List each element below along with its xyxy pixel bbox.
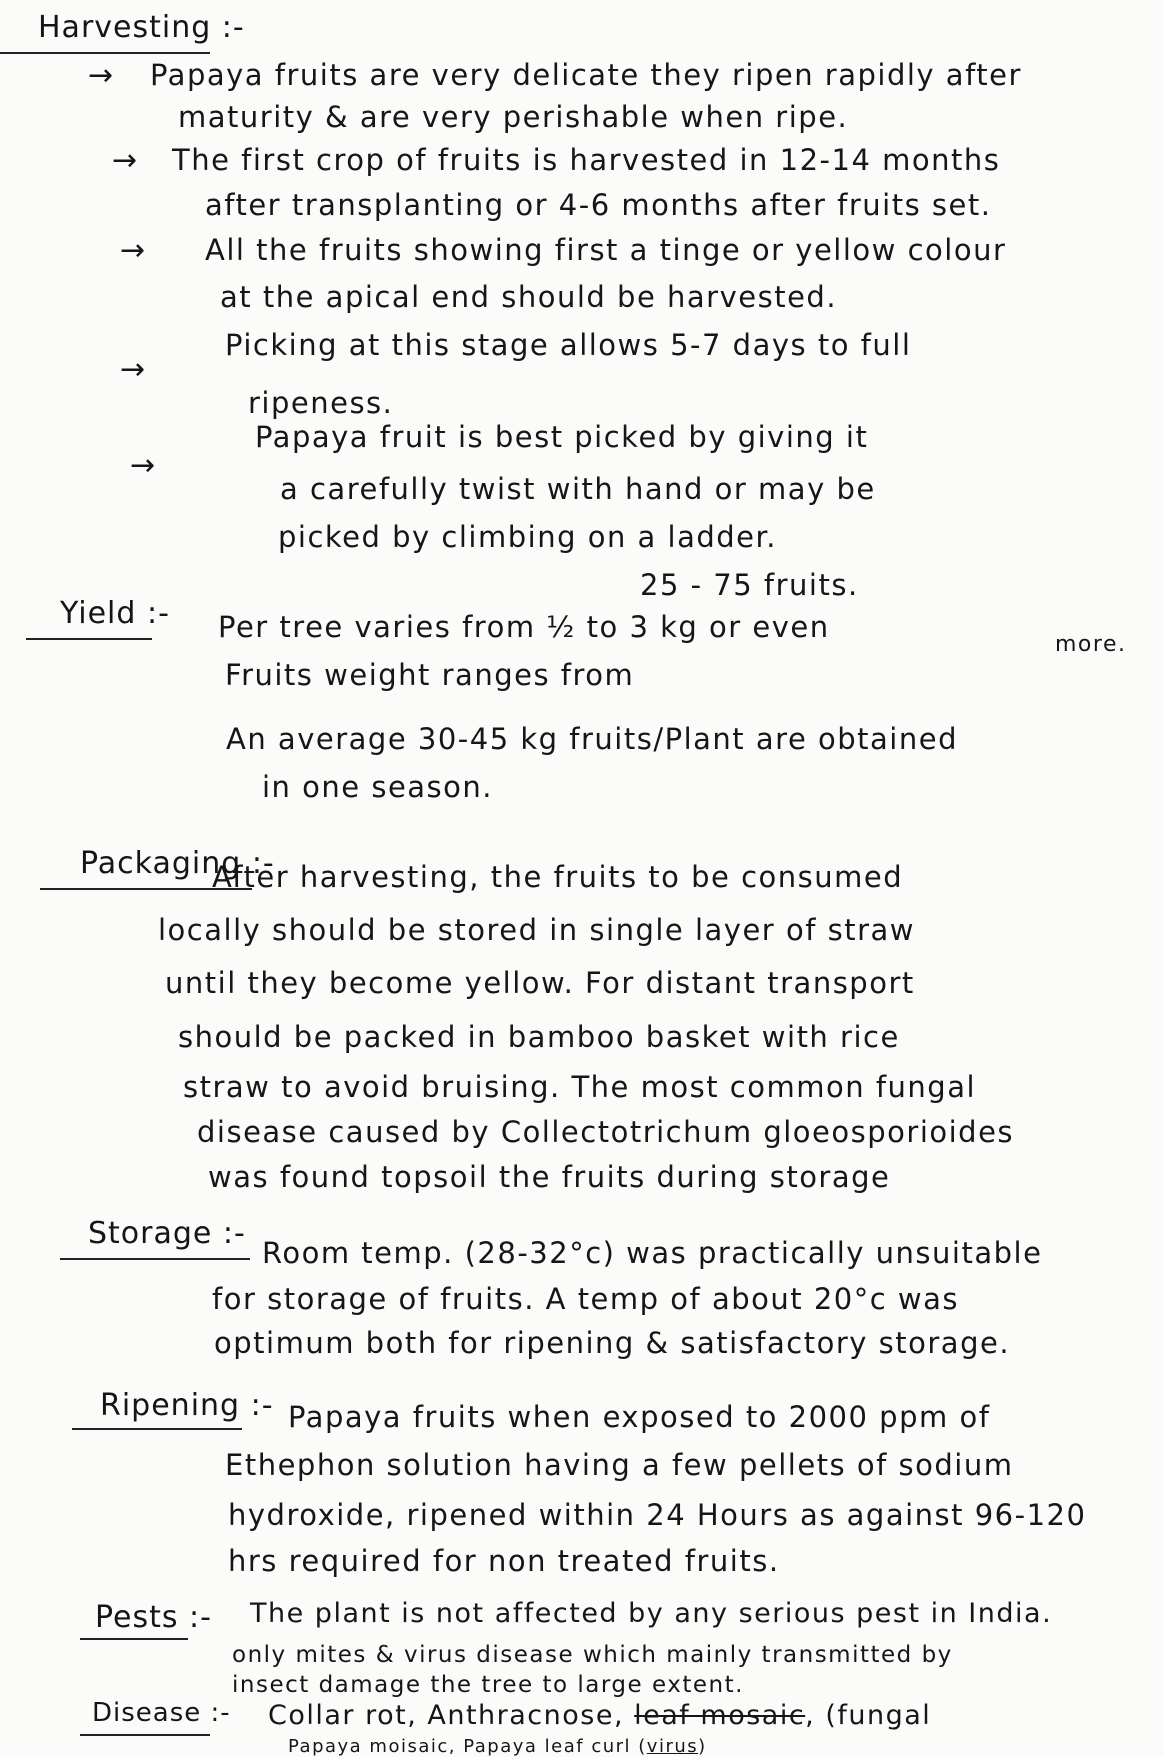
storage-line: Room temp. (28-32°c) was practically unsuitable (262, 1236, 1043, 1270)
packaging-line: until they become yellow. For distant transport (165, 966, 915, 1000)
harvesting-heading: Harvesting :- (38, 10, 245, 45)
arrow-icon: → (120, 352, 146, 387)
struck-text: leaf mosaic (634, 1700, 806, 1731)
arrow-icon: → (130, 448, 156, 483)
packaging-line: locally should be stored in single layer of straw (158, 913, 916, 947)
harvesting-line: Picking at this stage allows 5-7 days to full (225, 328, 912, 362)
yield-line: more. (1055, 632, 1127, 657)
yield-line: Per tree varies from ½ to 3 kg or even (218, 610, 830, 644)
arrow-icon: → (112, 143, 138, 178)
ripening-line: hrs required for non treated fruits. (228, 1544, 780, 1578)
packaging-line: disease caused by Collectotrichum gloeosporioides (197, 1115, 1015, 1149)
harvesting-line: at the apical end should be harvested. (220, 280, 838, 314)
harvesting-line: ripeness. (248, 386, 394, 420)
yield-heading: Yield :- (60, 596, 170, 631)
ripening-line: Ethephon solution having a few pellets of sodium (225, 1448, 1014, 1482)
ripening-line: Papaya fruits when exposed to 2000 ppm of (288, 1400, 991, 1434)
pests-line: The plant is not affected by any serious pest in India. (250, 1598, 1053, 1629)
storage-underline (60, 1258, 250, 1260)
arrow-icon: → (88, 58, 114, 93)
harvesting-line: Papaya fruits are very delicate they ripen rapidly after (150, 58, 1022, 92)
yield-underline (26, 638, 152, 640)
harvesting-line: picked by climbing on a ladder. (278, 520, 778, 554)
disease-underline (80, 1734, 210, 1736)
harvesting-line: maturity & are very perishable when ripe. (178, 100, 849, 134)
storage-line: optimum both for ripening & satisfactory storage. (214, 1326, 1011, 1360)
harvesting-line: after transplanting or 4-6 months after fruits set. (205, 188, 992, 222)
arrow-icon: → (120, 233, 146, 268)
packaging-line: straw to avoid bruising. The most common fungal (183, 1070, 977, 1104)
pests-line: insect damage the tree to large extent. (232, 1672, 744, 1698)
yield-line: Fruits weight ranges from (225, 658, 635, 692)
harvesting-line: a carefully twist with hand or may be (280, 472, 876, 506)
disease-text: Papaya moisaic, Papaya leaf curl ( (288, 1736, 647, 1757)
harvesting-underline (0, 52, 210, 54)
pests-underline (80, 1638, 188, 1640)
packaging-line: After harvesting, the fruits to be consumed (212, 860, 904, 894)
storage-line: for storage of fruits. A temp of about 20°c was (212, 1282, 960, 1316)
harvesting-line: All the fruits showing first a tinge or yellow colour (205, 233, 1007, 267)
packaging-line: was found topsoil the fruits during storage (208, 1160, 891, 1194)
packaging-line: should be packed in bamboo basket with rice (178, 1020, 900, 1054)
ripening-heading: Ripening :- (100, 1388, 274, 1423)
virus-text: virus (646, 1736, 699, 1757)
pests-line: only mites & virus disease which mainly transmitted by (232, 1642, 953, 1668)
disease-heading: Disease :- (92, 1698, 231, 1728)
harvesting-line: The first crop of fruits is harvested in 12-14 months (172, 143, 1001, 177)
storage-heading: Storage :- (88, 1216, 246, 1251)
disease-line (268, 1700, 931, 1731)
packaging-heading: Packaging :- (80, 846, 275, 881)
yield-line: in one season. (262, 770, 494, 804)
pests-heading: Pests :- (95, 1600, 212, 1635)
disease-line (288, 1736, 707, 1757)
disease-text: ) (698, 1736, 707, 1757)
ripening-line: hydroxide, ripened within 24 Hours as against 96-120 (228, 1498, 1087, 1532)
ripening-underline (72, 1428, 242, 1430)
yield-line: 25 - 75 fruits. (640, 568, 859, 602)
yield-line: An average 30-45 kg fruits/Plant are obtained (226, 722, 958, 756)
harvesting-line: Papaya fruit is best picked by giving it (255, 420, 869, 454)
disease-text: Collar rot, Anthracnose, (268, 1700, 625, 1731)
disease-text: , (fungal (805, 1700, 932, 1731)
